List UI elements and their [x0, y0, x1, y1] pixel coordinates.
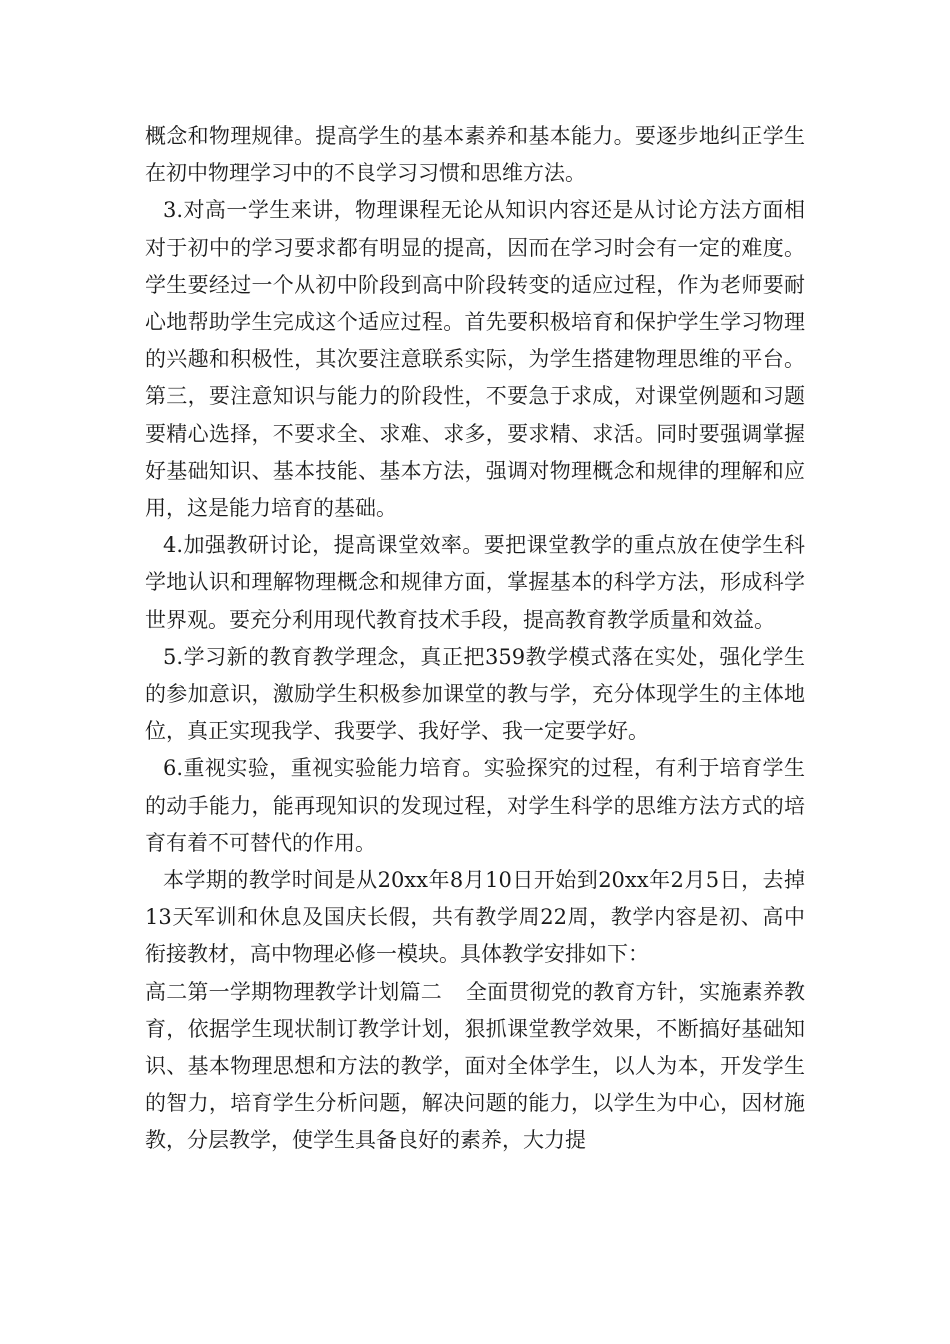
paragraph-continuation: 概念和物理规律。提高学生的基本素养和基本能力。要逐步地纠正学生在初中物理学习中的不良学习习惯和思维方法。 — [145, 124, 805, 186]
paragraph-item-6: 6.重视实验，重视实验能力培育。实验探究的过程，有利于培育学生的动手能力，能再现知识的发现过程，对学生科学的思维方法方式的培育有着不可替代的作用。 — [145, 756, 805, 855]
section-heading: 高二第一学期物理教学计划篇二 — [145, 979, 442, 1004]
section-paragraph — [145, 974, 805, 1160]
paragraph-item-4: 4.加强教研讨论，提高课堂效率。要把课堂教学的重点放在使学生科学地认识和理解物理概念和规律方面，掌握基本的科学方法，形成科学世界观。要充分利用现代教育技术手段，提高教育教学质量和效益。 — [145, 533, 805, 632]
section-body: 全面贯彻党的教育方针，实施素养教育，依据学生现状制订教学计划，狠抓课堂教学效果，不断搞好基础知识、基本物理思想和方法的教学，面对全体学生，以人为本，开发学生的智力，培育学生分析问题，解决问题的能力，以学生为中心，因材施教，分层教学，使学生具备良好的素养，大力提 — [145, 979, 806, 1153]
paragraph-item-5: 5.学习新的教育教学理念，真正把359教学模式落在实处，强化学生的参加意识，激励学生积极参加课堂的教与学，充分体现学生的主体地位，真正实现我学、我要学、我好学、我一定要学好。 — [145, 644, 805, 744]
paragraph-schedule: 本学期的教学时间是从20xx年8月10日开始到20xx年2月5日，去掉13天军训和休息及国庆长假，共有教学周22周，教学内容是初、高中衔接教材，高中物理必修一模块。具体教学安排如下： — [145, 868, 805, 967]
document-body — [145, 118, 805, 1160]
paragraph-item-3: 3.对高一学生来讲，物理课程无论从知识内容还是从讨论方法方面相对于初中的学习要求都有明显的提高，因而在学习时会有一定的难度。学生要经过一个从初中阶段到高中阶段转变的适应过程，作为老师要耐心地帮助学生完成这个适应过程。首先要积极培育和保护学生学习物理的兴趣和积极性，其次要注意联系实际，为学生搭建物理思维的平台。第三，要注意知识与能力的阶段性，不要急于求成，对课堂例题和习题要精心选择，不要求全、求难、求多，要求精、求活。同时要强调掌握好基础知识、基本技能、基本方法，强调对物理概念和规律的理解和应用，这是能力培育的基础。 — [145, 198, 805, 521]
